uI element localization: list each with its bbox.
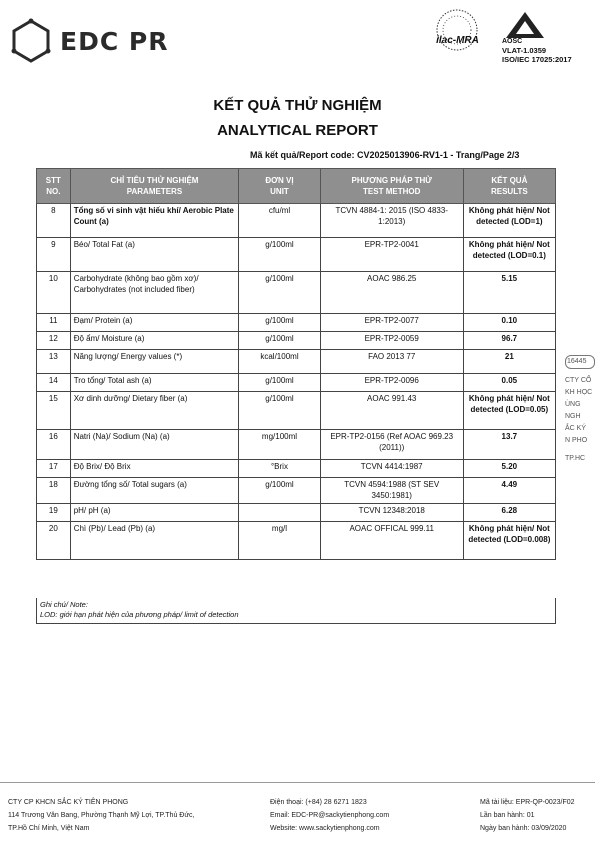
row-no: 13 (37, 350, 71, 374)
row-result: 5.20 (463, 460, 555, 478)
row-result: 13.7 (463, 430, 555, 460)
ilac-text: ilac-MRA (436, 35, 479, 46)
row-method: TCVN 12348:2018 (320, 504, 463, 522)
row-result: 5.15 (463, 272, 555, 314)
row-parameter: Tổng số vi sinh vật hiếu khí/ Aerobic Plate Count (a) (70, 204, 239, 238)
phone: Điện thoại: (+84) 28 6271 1823 (270, 799, 367, 806)
title-english: ANALYTICAL REPORT (217, 122, 378, 139)
row-parameter: Xơ dinh dưỡng/ Dietary fiber (a) (70, 392, 239, 430)
table-row (37, 272, 556, 314)
row-no: 18 (37, 478, 71, 504)
doc-revision: Lần ban hành: 01 (480, 812, 535, 819)
row-no: 14 (37, 374, 71, 392)
aosc-label: AOSC (502, 38, 523, 45)
row-parameter: Độ Brix/ Độ Brix (70, 460, 239, 478)
company-address-1: 114 Trương Văn Bang, Phường Thạnh Mỹ Lợi, TP.Thủ Đức, (8, 812, 195, 819)
row-method: EPR-TP2-0096 (320, 374, 463, 392)
row-no: 10 (37, 272, 71, 314)
accreditation-info (502, 46, 572, 64)
row-parameter: Năng lượng/ Energy values (*) (70, 350, 239, 374)
row-unit: g/100ml (239, 332, 321, 350)
row-result: Không phát hiện/ Not detected (LOD=0.008) (463, 522, 555, 560)
logo-text: EDC PR (60, 26, 169, 56)
row-method: EPR-TP2-0059 (320, 332, 463, 350)
row-result: 0.10 (463, 314, 555, 332)
row-parameter: Đường tổng số/ Total sugars (a) (70, 478, 239, 504)
website: Website: www.sackytienphong.com (270, 825, 380, 832)
report-code: Mã kết quả/Report code: CV2025013906-RV1-1 - Trang/Page 2/3 (250, 150, 520, 160)
table-row (37, 504, 556, 522)
row-no: 19 (37, 504, 71, 522)
row-unit: g/100ml (239, 374, 321, 392)
row-parameter: Natri (Na)/ Sodium (Na) (a) (70, 430, 239, 460)
company-logo (8, 18, 178, 64)
header-parameters: CHỈ TIÊU THỬ NGHIỆM PARAMETERS (70, 169, 239, 204)
table-row (37, 204, 556, 238)
ilac-mra-logo (425, 8, 490, 60)
company-address-2: TP.Hồ Chí Minh, Việt Nam (8, 825, 90, 832)
row-parameter: Độ ẩm/ Moisture (a) (70, 332, 239, 350)
stamp-line: ÙNG NGH (565, 401, 581, 420)
row-result: 96.7 (463, 332, 555, 350)
row-parameter: Tro tổng/ Total ash (a) (70, 374, 239, 392)
email: Email: EDC-PR@sackytienphong.com (270, 812, 390, 819)
row-result: 4.49 (463, 478, 555, 504)
row-method: EPR-TP2-0077 (320, 314, 463, 332)
table-row (37, 522, 556, 560)
header-no: STT NO. (37, 169, 71, 204)
stamp-line: CTY CỔ (565, 377, 592, 384)
row-result: 6.28 (463, 504, 555, 522)
row-method: EPR-TP2-0041 (320, 238, 463, 272)
table-row (37, 392, 556, 430)
table-row (37, 350, 556, 374)
table-row (37, 238, 556, 272)
note-label: Ghi chú/ Note: (40, 600, 88, 609)
table-row (37, 374, 556, 392)
row-result: Không phát hiện/ Not detected (LOD=0.05) (463, 392, 555, 430)
doc-code: Mã tài liệu: EPR-QP-0023/F02 (480, 799, 575, 806)
results-table (36, 168, 556, 560)
table-row (37, 332, 556, 350)
table-header-row (37, 169, 556, 204)
row-no: 17 (37, 460, 71, 478)
side-stamp (565, 355, 595, 465)
footer-contact (270, 796, 389, 835)
row-parameter: pH/ pH (a) (70, 504, 239, 522)
row-unit: g/100ml (239, 392, 321, 430)
header-unit: ĐƠN VỊ UNIT (239, 169, 321, 204)
ilac-globe-icon (425, 8, 490, 60)
row-parameter: Béo/ Total Fat (a) (70, 238, 239, 272)
row-unit: g/100ml (239, 478, 321, 504)
accreditation-number: VLAT-1.0359 (502, 46, 547, 55)
doc-date: Ngày ban hành: 03/09/2020 (480, 825, 567, 832)
table-row (37, 314, 556, 332)
row-method: TCVN 4594:1988 (ST SEV 3450:1981) (320, 478, 463, 504)
row-unit: g/100ml (239, 272, 321, 314)
row-result: 0.05 (463, 374, 555, 392)
row-unit: mg/100ml (239, 430, 321, 460)
accreditation-standard: ISO/IEC 17025:2017 (502, 55, 572, 64)
row-method: EPR-TP2-0156 (Ref AOAC 969.23 (2011)) (320, 430, 463, 460)
row-parameter: Carbohydrate (không bao gồm xơ)/ Carbohydrates (not included fiber) (70, 272, 239, 314)
row-method: AOAC 991.43 (320, 392, 463, 430)
footer-company (8, 796, 194, 835)
hexagon-logo-icon (8, 18, 54, 64)
header-results: KẾT QUẢ RESULTS (463, 169, 555, 204)
row-unit: cfu/ml (239, 204, 321, 238)
row-unit (239, 504, 321, 522)
stamp-line: TP.HC (565, 455, 586, 462)
row-unit: °Brix (239, 460, 321, 478)
row-parameter: Chì (Pb)/ Lead (Pb) (a) (70, 522, 239, 560)
row-result: Không phát hiện/ Not detected (LOD=0.1) (463, 238, 555, 272)
row-no: 12 (37, 332, 71, 350)
title-vietnamese: KẾT QUẢ THỬ NGHIỆM (213, 97, 382, 114)
row-result: Không phát hiện/ Not detected (LOD=1) (463, 204, 555, 238)
footer-divider (0, 782, 595, 783)
row-result: 21 (463, 350, 555, 374)
table-row (37, 478, 556, 504)
header-method: PHƯƠNG PHÁP THỬ TEST METHOD (320, 169, 463, 204)
row-no: 11 (37, 314, 71, 332)
row-no: 15 (37, 392, 71, 430)
table-row (37, 460, 556, 478)
table-row (37, 430, 556, 460)
row-parameter: Đạm/ Protein (a) (70, 314, 239, 332)
note-box (36, 598, 556, 624)
row-method: TCVN 4884-1: 2015 (ISO 4833-1:2013) (320, 204, 463, 238)
note-lod: LOD: giới hạn phát hiện của phương pháp/ limit of detection (40, 610, 239, 619)
row-no: 20 (37, 522, 71, 560)
row-method: TCVN 4414:1987 (320, 460, 463, 478)
row-unit: mg/l (239, 522, 321, 560)
row-unit: g/100ml (239, 314, 321, 332)
footer-doc-info (480, 796, 575, 835)
row-method: AOAC 986.25 (320, 272, 463, 314)
row-unit: kcal/100ml (239, 350, 321, 374)
stamp-line: ẮC KÝ (565, 425, 587, 432)
stamp-line: 16445 (565, 355, 595, 369)
stamp-line: N PHO (565, 437, 588, 444)
row-no: 9 (37, 238, 71, 272)
row-unit: g/100ml (239, 238, 321, 272)
aosc-triangle-icon (500, 10, 550, 40)
row-no: 16 (37, 430, 71, 460)
row-method: FAO 2013 77 (320, 350, 463, 374)
row-no: 8 (37, 204, 71, 238)
company-name: CTY CP KHCN SẮC KÝ TIÊN PHONG (8, 799, 129, 806)
row-method: AOAC OFFICAL 999.11 (320, 522, 463, 560)
stamp-line: KH HỌC (565, 389, 593, 396)
